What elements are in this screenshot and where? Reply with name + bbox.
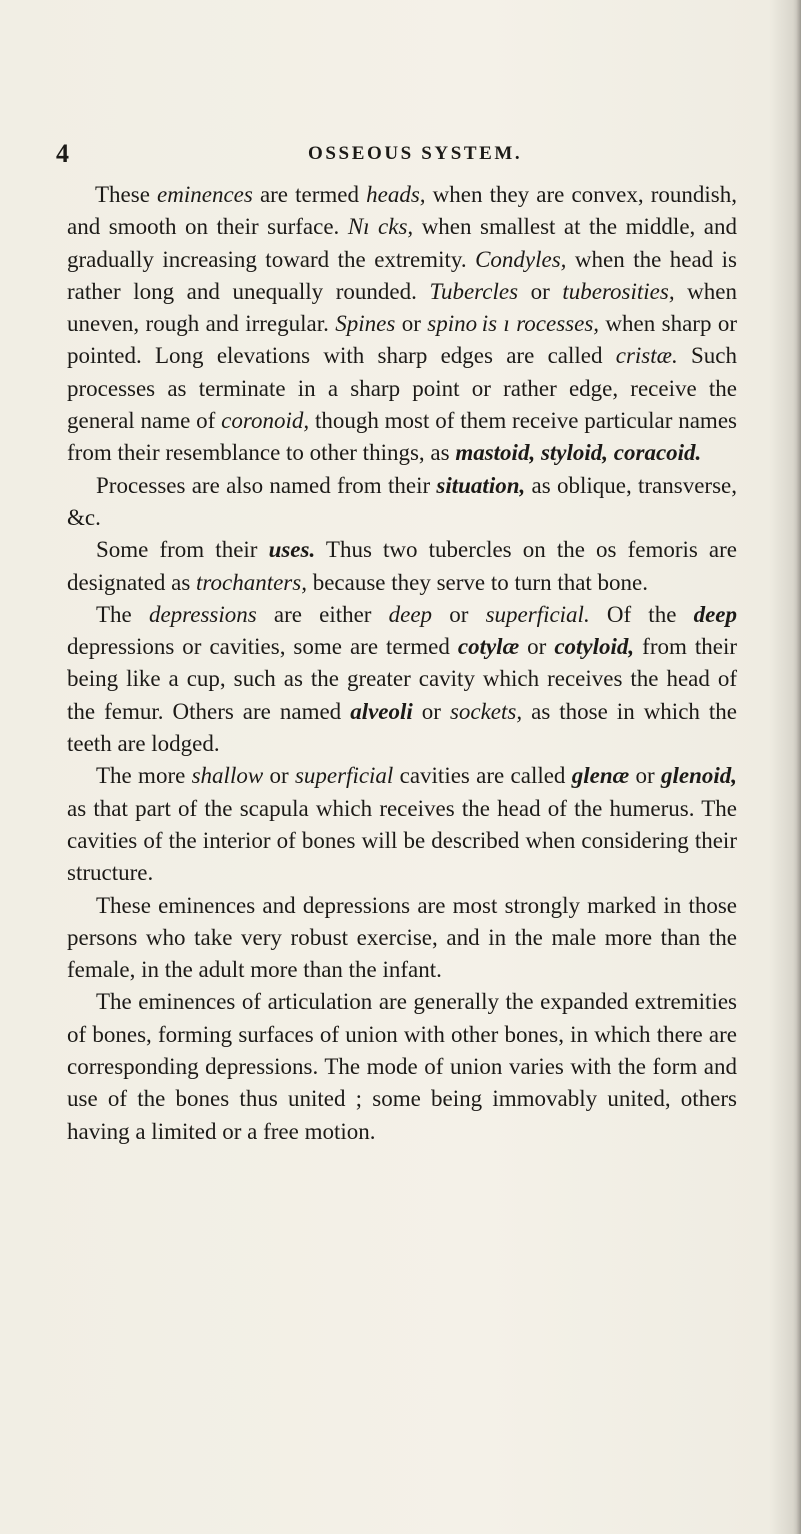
text-run: are termed [252, 182, 367, 207]
text-run: when sharp or pointed. Long elevations with sharp edges are called [67, 311, 737, 369]
paragraph-eminences [67, 179, 737, 470]
italic-term: Condyles, [475, 246, 567, 272]
italic-term: glenoid, [660, 763, 738, 789]
italic-term: glenæ [571, 763, 630, 789]
text-run: or [432, 601, 486, 627]
text-run: when they are convex, roundish, and smooth on their surface. [67, 182, 737, 240]
paragraph-situation [67, 470, 737, 535]
text-run: The [96, 601, 149, 627]
text-run: as those in which the teeth are lodged. [67, 698, 737, 757]
text-run: Of the [589, 601, 694, 627]
italic-term: situation, [436, 472, 526, 498]
text-run: Such processes as terminate in a sharp point or rather edge, receive the general name of [67, 343, 738, 434]
text-run: or [395, 311, 428, 337]
body-text [67, 179, 737, 1148]
text-run: as that part of the scapula which receives the head of the humerus. The cavities of the interior of bones will be described when considering their structure. [67, 795, 737, 886]
italic-term: tuberosities, [562, 278, 675, 304]
italic-term: eminences [157, 182, 253, 207]
text-run: from their being like a cup, such as the greater cavity which receives the head of the femur. Others are named [67, 634, 737, 724]
text-run: or [518, 278, 563, 304]
italic-term: trochanters, [196, 569, 307, 595]
paragraph-depressions [67, 599, 737, 760]
page-number: 4 [56, 139, 69, 168]
text-run: are either [256, 601, 389, 627]
page-edge-shadow [796, 0, 801, 1534]
page-header [50, 134, 750, 174]
italic-term: cotyloid, [554, 634, 635, 660]
text-run: Some from their [96, 537, 269, 563]
text-run: because they serve to turn that bone. [306, 569, 649, 595]
text-run: depressions or cavities, some are termed [67, 634, 458, 660]
text-run: as oblique, transverse, &c. [67, 472, 737, 530]
italic-term: Spines [335, 311, 396, 337]
italic-term: depressions [148, 601, 257, 627]
italic-term: Tubercles [429, 278, 519, 304]
italic-term: superficial [294, 763, 394, 789]
text-run: or [519, 634, 555, 660]
text-run: Processes are also named from their [96, 472, 437, 498]
text-run: These eminences and depressions are most strongly marked in those persons who take very robust exercise, and in the male more than the female, in the adult more than the infant. [67, 892, 737, 983]
text-run: These [95, 182, 158, 207]
text-run: when uneven, rough and irregular. [67, 278, 737, 337]
italic-term: deep [693, 601, 737, 627]
italic-term: spino is ı rocesses, [427, 311, 600, 337]
text-run: Thus two tubercles on the os femoris are designated as [67, 537, 738, 595]
paragraph-shallow-cavities [67, 760, 737, 889]
italic-term: alveoli [350, 698, 413, 724]
paragraph-marked-eminences [67, 890, 737, 987]
italic-term: superficial. [485, 601, 590, 627]
italic-term: sockets, [449, 698, 523, 724]
italic-term: uses. [268, 537, 316, 563]
text-run: The more [96, 763, 192, 789]
text-run: though most of them receive particular names from their resemblance to other things, as [67, 408, 737, 466]
italic-term: coronoid, [221, 408, 310, 434]
text-run: or [629, 763, 661, 789]
italic-term: cristæ. [615, 343, 678, 369]
italic-term: heads, [366, 182, 426, 207]
paragraph-uses [67, 534, 737, 599]
italic-term: Nı cks, [347, 214, 414, 240]
italic-term: cotylæ [457, 634, 520, 660]
paragraph-articulation [67, 986, 737, 1147]
text-run: or [263, 763, 295, 789]
text-run: when the head is rather long and unequally rounded. [67, 246, 737, 304]
running-head: OSSEOUS SYSTEM. [308, 143, 523, 164]
text-run: or [412, 698, 450, 724]
italic-term: shallow [191, 763, 264, 789]
text-run: when smallest at the middle, and gradually increasing toward the extremity. [67, 214, 738, 272]
text-run: cavities are called [393, 763, 572, 789]
text-run: The eminences of articulation are generally the expanded extremities of bones, forming surfaces of union with other bones, in which there are corresponding depressions. The mode of union varies with the form and use of the bones thus united ; some being immovably united, others having a limited or a free motion. [67, 989, 737, 1144]
italic-term: deep [388, 601, 433, 627]
italic-term: mastoid, styloid, coracoid. [455, 440, 702, 466]
